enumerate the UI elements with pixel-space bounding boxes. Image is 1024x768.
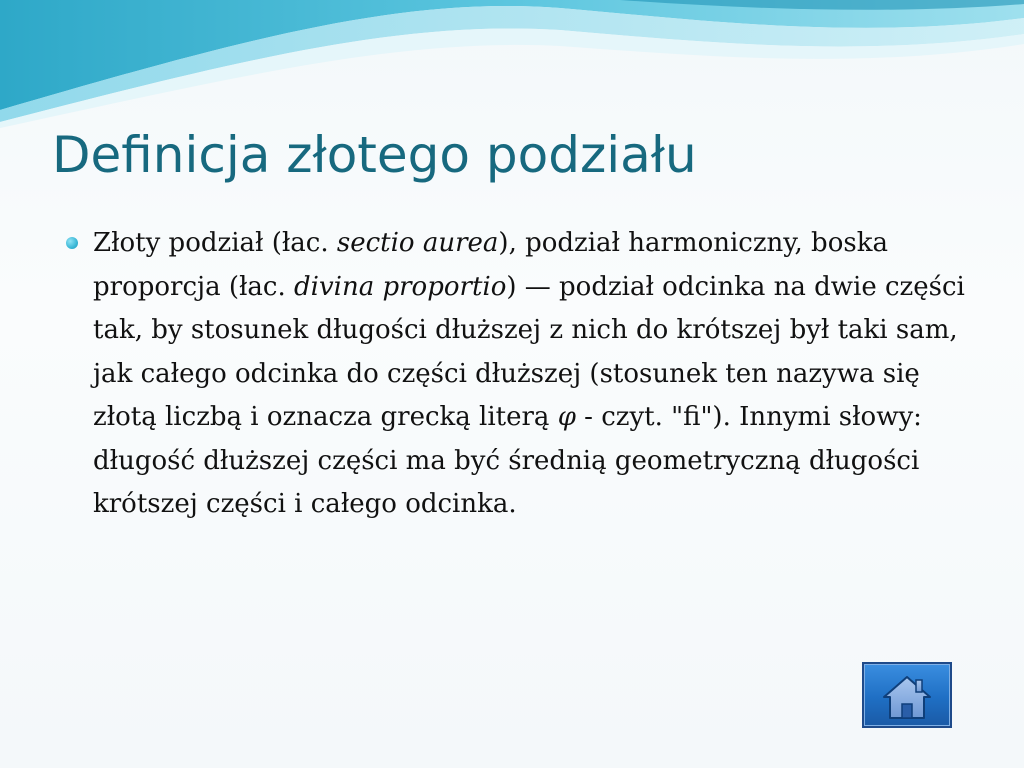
body-text-italic: sectio aurea: [336, 228, 499, 258]
body-text-italic: divina proportio: [294, 271, 507, 302]
body-text: - czyt. "fi"). Innymi słowy: długość dłuższej części ma być średnią geometryczną długości krótszej części i całego odcinka.: [93, 402, 922, 519]
slide-content: [66, 222, 971, 527]
body-text: ), podział harmoniczny, boska proporcja (łac.: [93, 228, 888, 302]
bullet-dot-icon: [66, 237, 78, 249]
phi-symbol: φ: [557, 402, 576, 432]
body-text: ) — podział odcinka na dwie części tak, by stosunek długości dłuższej z nich do krótszej był taki sam, jak całego odcinka do części dłuższej (stosunek ten nazywa się złotą liczbą i oznacza grecką literą: [93, 271, 965, 432]
body-text: Złoty podział (łac.: [93, 228, 337, 258]
bullet-item: [66, 222, 971, 527]
decorative-waves: [0, 0, 1024, 130]
home-icon: [864, 664, 950, 726]
slide-title: Definicja złotego podziału: [52, 126, 697, 184]
home-button[interactable]: [862, 662, 952, 728]
